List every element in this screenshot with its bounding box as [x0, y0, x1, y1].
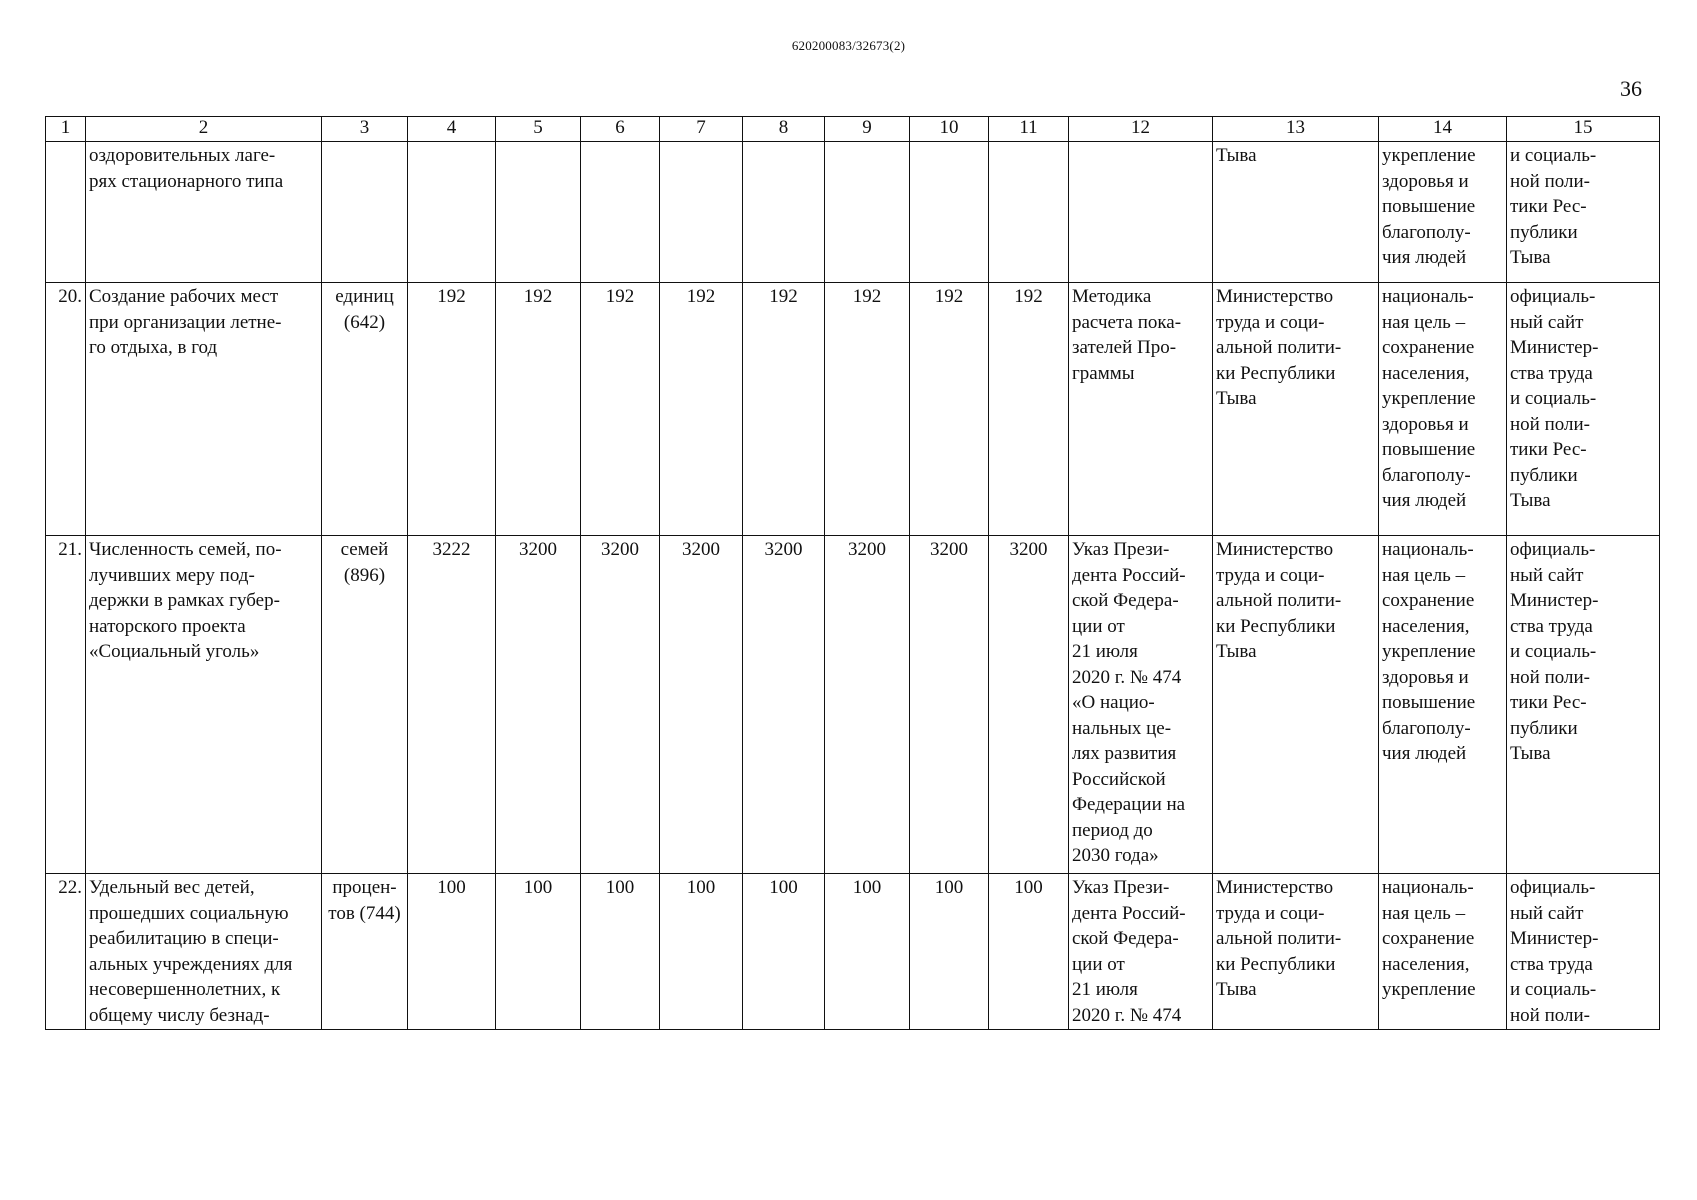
value-cell: 100 [910, 874, 989, 1030]
goal-cell: националь- ная цель – сохранение населения, укрепление здоровья и повышение благополу- чия людей [1379, 283, 1507, 536]
value-cell: 3200 [989, 536, 1069, 874]
value-cell: 192 [660, 283, 743, 536]
indicator-name: Численность семей, по- лучивших меру под- держки в рамках губер- наторского проекта «Социальный уголь» [86, 536, 322, 874]
value-cell [581, 142, 660, 283]
responsible-cell: Тыва [1213, 142, 1379, 283]
column-number: 11 [989, 117, 1069, 142]
value-cell: 3200 [743, 536, 825, 874]
column-number: 1 [46, 117, 86, 142]
value-cell [910, 142, 989, 283]
value-cell: 3200 [496, 536, 581, 874]
value-cell: 192 [989, 283, 1069, 536]
row-index: 21. [46, 536, 86, 874]
source-cell: и социаль- ной поли- тики Рес- публики Тыва [1507, 142, 1660, 283]
value-cell [496, 142, 581, 283]
column-number: 15 [1507, 117, 1660, 142]
column-number: 13 [1213, 117, 1379, 142]
column-number: 7 [660, 117, 743, 142]
value-cell: 100 [825, 874, 910, 1030]
value-cell [660, 142, 743, 283]
value-cell: 3200 [581, 536, 660, 874]
basis-cell: Указ Прези- дента Россий- ской Федера- ции от 21 июля 2020 г. № 474 «О нацио- нальных це- лях развития Российской Федерации на период до 2030 года» [1069, 536, 1213, 874]
value-cell [825, 142, 910, 283]
goal-cell: националь- ная цель – сохранение населения, укрепление здоровья и повышение благополу- чия людей [1379, 536, 1507, 874]
value-cell: 3200 [825, 536, 910, 874]
column-number: 12 [1069, 117, 1213, 142]
value-cell: 192 [408, 283, 496, 536]
responsible-cell: Министерство труда и соци- альной полити- ки Республики Тыва [1213, 283, 1379, 536]
value-cell [989, 142, 1069, 283]
row-index: 22. [46, 874, 86, 1030]
source-cell: официаль- ный сайт Министер- ства труда и социаль- ной поли- тики Рес- публики Тыва [1507, 283, 1660, 536]
unit-cell [322, 142, 408, 283]
value-cell: 100 [743, 874, 825, 1030]
unit-cell: семей (896) [322, 536, 408, 874]
column-number: 3 [322, 117, 408, 142]
value-cell: 100 [660, 874, 743, 1030]
basis-cell: Методика расчета пока- зателей Про- граммы [1069, 283, 1213, 536]
row-index: 20. [46, 283, 86, 536]
column-number: 2 [86, 117, 322, 142]
row-index [46, 142, 86, 283]
value-cell: 3222 [408, 536, 496, 874]
responsible-cell: Министерство труда и соци- альной полити- ки Республики Тыва [1213, 874, 1379, 1030]
value-cell: 100 [989, 874, 1069, 1030]
unit-cell: процен- тов (744) [322, 874, 408, 1030]
value-cell: 192 [910, 283, 989, 536]
value-cell: 192 [825, 283, 910, 536]
table-row [46, 874, 1660, 1030]
goal-cell: укрепление здоровья и повышение благополу- чия людей [1379, 142, 1507, 283]
column-number: 6 [581, 117, 660, 142]
value-cell: 192 [743, 283, 825, 536]
indicator-name: Создание рабочих мест при организации летне- го отдыха, в год [86, 283, 322, 536]
indicators-table [45, 116, 1660, 1030]
value-cell: 192 [581, 283, 660, 536]
unit-cell: единиц (642) [322, 283, 408, 536]
goal-cell: националь- ная цель – сохранение населения, укрепление [1379, 874, 1507, 1030]
basis-cell [1069, 142, 1213, 283]
value-cell: 3200 [660, 536, 743, 874]
table-row [46, 283, 1660, 536]
value-cell [408, 142, 496, 283]
source-cell: официаль- ный сайт Министер- ства труда и социаль- ной поли- [1507, 874, 1660, 1030]
column-number: 5 [496, 117, 581, 142]
value-cell: 3200 [910, 536, 989, 874]
value-cell: 100 [408, 874, 496, 1030]
column-number-row [46, 117, 1660, 142]
column-number: 9 [825, 117, 910, 142]
indicator-name: Удельный вес детей, прошедших социальную реабилитацию в специ- альных учреждениях для несовершеннолетних, к общему числу безнад- [86, 874, 322, 1030]
value-cell: 100 [496, 874, 581, 1030]
column-number: 4 [408, 117, 496, 142]
basis-cell: Указ Прези- дента Россий- ской Федера- ции от 21 июля 2020 г. № 474 [1069, 874, 1213, 1030]
value-cell: 192 [496, 283, 581, 536]
value-cell [743, 142, 825, 283]
source-cell: официаль- ный сайт Министер- ства труда и социаль- ной поли- тики Рес- публики Тыва [1507, 536, 1660, 874]
document-id: 620200083/32673(2) [791, 38, 906, 53]
table-row [46, 536, 1660, 874]
responsible-cell: Министерство труда и соци- альной полити- ки Республики Тыва [1213, 536, 1379, 874]
column-number: 14 [1379, 117, 1507, 142]
value-cell: 100 [581, 874, 660, 1030]
table-row-continuation [46, 142, 1660, 283]
column-number: 8 [743, 117, 825, 142]
indicator-name: оздоровительных лаге- рях стационарного типа [86, 142, 322, 283]
column-number: 10 [910, 117, 989, 142]
page-number: 36 [1620, 76, 1642, 101]
